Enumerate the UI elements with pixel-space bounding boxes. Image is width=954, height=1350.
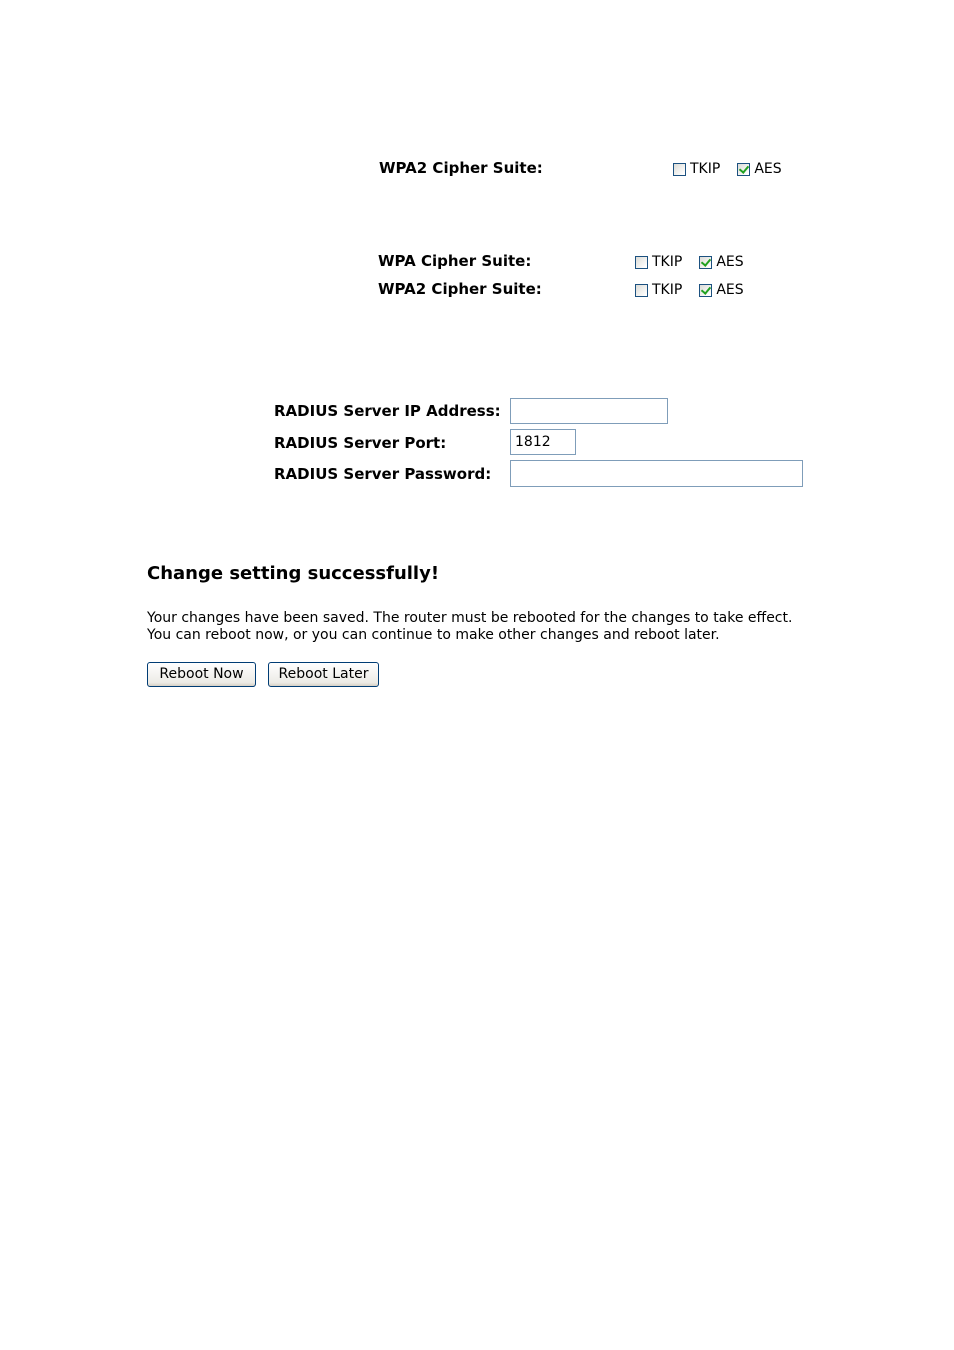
reboot-later-button[interactable]: Reboot Later	[268, 662, 379, 687]
radius-ip-input[interactable]	[510, 398, 668, 424]
radius-ip-label: RADIUS Server IP Address:	[274, 402, 501, 420]
wpa-aes-label: AES	[716, 254, 744, 270]
wpa2-aes-label: AES	[754, 161, 782, 177]
mixed-wpa2-aes-label: AES	[716, 282, 744, 298]
result-message-line1: Your changes have been saved. The router must be rebooted for the changes to take effect.	[147, 610, 793, 626]
wpa-cipher-options	[635, 254, 744, 270]
mixed-wpa2-tkip-label: TKIP	[652, 282, 683, 298]
wpa-tkip-checkbox[interactable]	[635, 256, 648, 269]
result-message-line2: You can reboot now, or you can continue to make other changes and reboot later.	[147, 627, 720, 643]
radius-port-label: RADIUS Server Port:	[274, 434, 447, 452]
wpa2-tkip-checkbox[interactable]	[673, 163, 686, 176]
radius-port-input[interactable]	[510, 429, 576, 455]
wpa-aes-checkbox[interactable]	[699, 256, 712, 269]
radius-password-input[interactable]	[510, 460, 803, 487]
radius-password-label: RADIUS Server Password:	[274, 465, 492, 483]
mixed-wpa2-aes-checkbox[interactable]	[699, 284, 712, 297]
wpa-tkip-label: TKIP	[652, 254, 683, 270]
wpa2-tkip-label: TKIP	[690, 161, 721, 177]
result-heading: Change setting successfully!	[147, 563, 440, 584]
reboot-now-button[interactable]: Reboot Now	[147, 662, 256, 687]
wpa2-cipher-options	[673, 161, 782, 177]
mixed-wpa2-cipher-label: WPA2 Cipher Suite:	[378, 280, 542, 298]
wpa2-aes-checkbox[interactable]	[737, 163, 750, 176]
mixed-wpa2-tkip-checkbox[interactable]	[635, 284, 648, 297]
mixed-wpa2-cipher-options	[635, 282, 744, 298]
wpa2-cipher-label: WPA2 Cipher Suite:	[379, 159, 543, 177]
wpa-cipher-label: WPA Cipher Suite:	[378, 252, 532, 270]
